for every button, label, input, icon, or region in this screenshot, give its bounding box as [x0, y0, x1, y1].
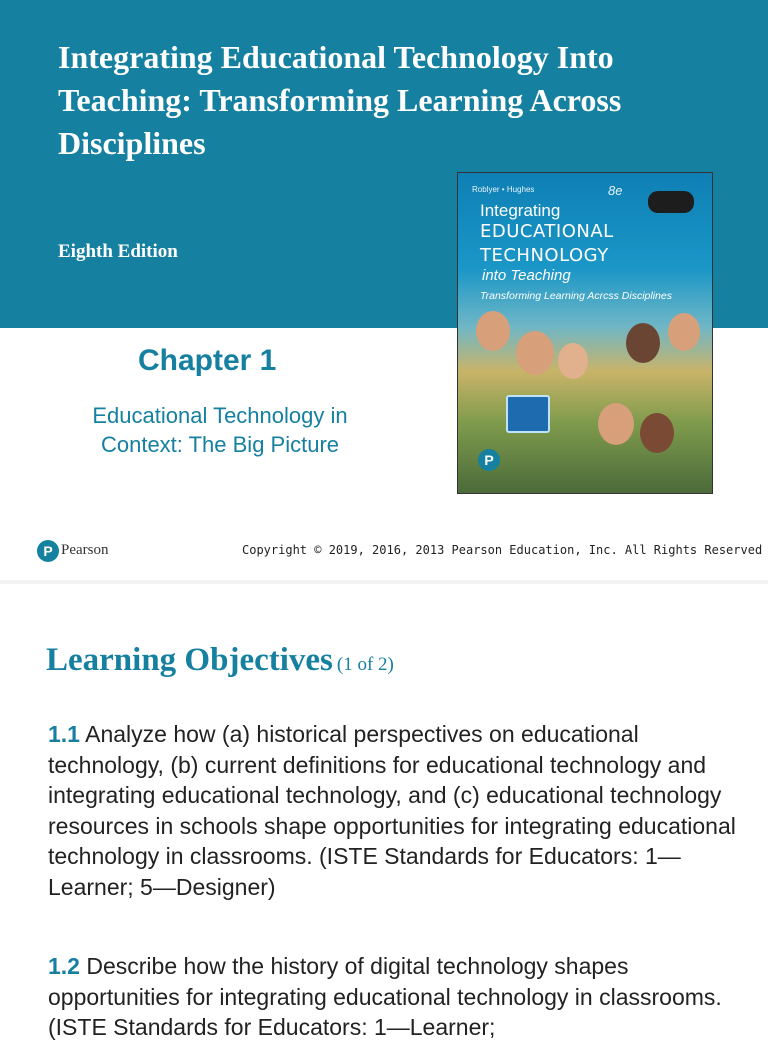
child-figure — [516, 331, 554, 375]
child-figure — [598, 403, 634, 445]
cover-title-line: TECHNOLOGY — [480, 245, 609, 266]
slide-heading — [46, 642, 394, 679]
cover-authors: Roblyer • Hughes — [472, 185, 535, 194]
child-figure — [668, 313, 700, 351]
cover-title-line: into Teaching — [482, 267, 571, 284]
child-figure — [476, 311, 510, 351]
book-cover-image — [457, 172, 713, 494]
pearson-logo-icon: P — [37, 540, 59, 562]
child-figure — [640, 413, 674, 453]
cover-title-line: Integrating — [480, 201, 561, 220]
publisher-name: Pearson — [61, 542, 109, 558]
copyright-notice: Copyright © 2019, 2016, 2013 Pearson Education, Inc. All Rights Reserved — [242, 543, 763, 557]
tablet-graphic — [506, 395, 550, 433]
book-title: Integrating Educational Technology Into Teaching: Transforming Learning Across Disciplines — [58, 39, 622, 161]
cover-subtitle: Transforming Learning Acrcss Disciplines — [480, 290, 672, 302]
cover-title-line: EDUCATIONAL — [480, 221, 614, 242]
heading-title: Learning Objectives — [46, 642, 333, 678]
cover-edition-mark: 8e — [608, 183, 623, 198]
objective-text: Analyze how (a) historical perspectives on educational technology, (b) current definitions for educational technology and integrating educational technology, and (c) educational technology resources in schools shape opportunities for integrating educational technology in classrooms. (ISTE Standards for Educators: 1—Learner; 5—Designer) — [48, 721, 736, 900]
child-figure — [558, 343, 588, 379]
objective-item — [48, 951, 738, 1043]
chapter-subtitle: Educational Technology in Context: The Big Picture — [92, 403, 348, 457]
objective-number: 1.1 — [48, 721, 80, 747]
chapter-number: Chapter 1 — [138, 344, 277, 377]
objective-text: Describe how the history of digital technology shapes opportunities for integrating educational technology in classrooms. (ISTE Standards for Educators: 1—Learner; — [48, 953, 722, 1040]
objective-item — [48, 719, 738, 902]
pearson-logo-icon: P — [478, 449, 500, 471]
vr-goggles-graphic — [648, 191, 694, 213]
objective-number: 1.2 — [48, 953, 80, 979]
edition-label: Eighth Edition — [58, 241, 178, 262]
learning-objectives-slide — [0, 580, 768, 1040]
heading-page-count: (1 of 2) — [336, 654, 394, 675]
child-figure — [626, 323, 660, 363]
